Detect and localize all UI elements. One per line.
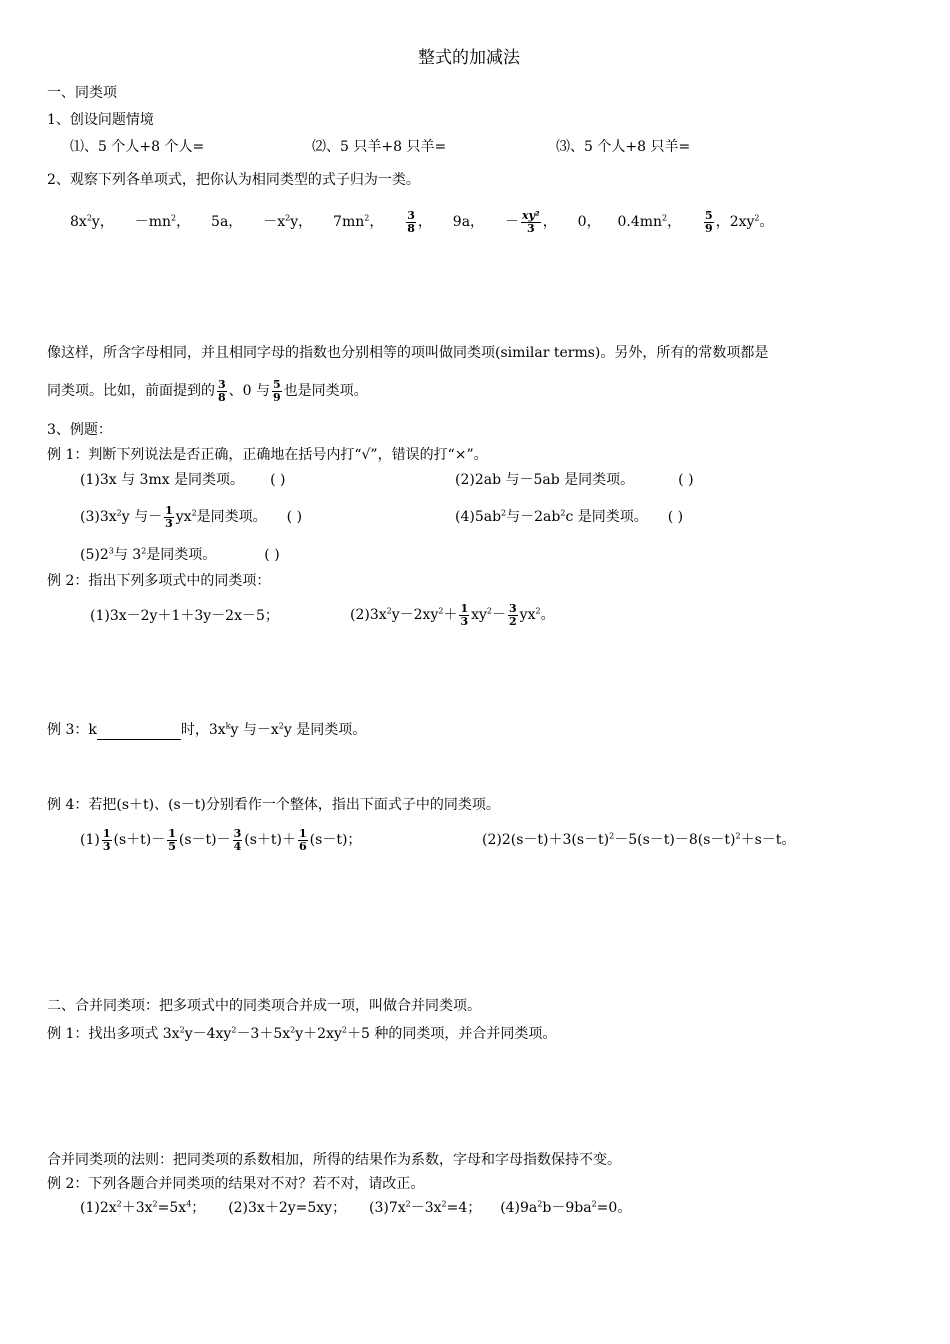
answer-paren[interactable]: ( ) xyxy=(270,472,286,488)
fraction-1-3: $\frac{1}{3}$ xyxy=(460,601,469,628)
example-1-item-2: (2)2ab 与－5ab 是同类项。 ( ) xyxy=(455,472,694,488)
example-2-poly-2: $(2)3x^2y-2xy^2+$ $\frac{1}{3}$ $xy^2-$ $\frac{3}{2}$ $yx^2$。 xyxy=(350,601,555,628)
example-4-expr-1: (1) $\frac{1}{3}$ (s＋t)－ $\frac{1}{5}$ (s－t)－ $\frac{3}{4}$ (s＋t)＋ $\frac{1}{6}$ (s－t)； xyxy=(80,826,362,853)
fraction-3-8: $\frac{3}{8}$ xyxy=(218,377,226,404)
monomial-list: $8x^2y$， $-mn^2$， 5a， $-x^2y$， $7mn^2$， $\frac{3}{8}$ ， 9a， － $\frac{\text{xy²}}{3}$ ， 0， $0.4mn^2$， $\frac{5}{9}$ ，$2xy^2$。 xyxy=(70,208,774,235)
combining-rule: 合并同类项的法则：把同类项的系数相加，所得的结果作为系数，字母和字母指数保持不变。 xyxy=(47,1152,621,1168)
answer-paren[interactable]: ( ) xyxy=(264,547,280,563)
example-2-title: 例 2：指出下列多项式中的同类项： xyxy=(47,573,271,589)
section-2-example-2-items: $(1)2x^2+3x^2=5x^4$； (2)3x＋2y=5xy； $(3)7x^2-3x^2=4$； $(4)9a^2b-9ba^2=0$。 xyxy=(80,1199,632,1216)
page-title: 整式的加减法 xyxy=(418,48,520,68)
example-1-item-4: $(4)5ab^2$与$-2ab^2c$ 是同类项。 ( ) xyxy=(455,508,684,525)
example-1-item-1: (1)3x 与 3mx 是同类项。 ( ) xyxy=(80,472,286,488)
q3-title: 3、例题： xyxy=(47,422,112,438)
section-heading-combining: 二、合并同类项：把多项式中的同类项合并成一项，叫做合并同类项。 xyxy=(47,998,481,1014)
fraction-xy2-3: $\frac{\text{xy²}}{3}$ xyxy=(521,208,540,235)
example-4-title: 例 4：若把(s＋t)、(s－t)分别看作一个整体，指出下面式子中的同类项。 xyxy=(47,797,500,813)
example-1-item-3: $(3)3x^2y$ 与－ $\frac{1}{3}$ $yx^2$是同类项。 ( ) xyxy=(80,503,303,530)
fraction-1-3: $\frac{1}{3}$ xyxy=(165,503,173,530)
fraction-1-6: $\frac{1}{6}$ xyxy=(299,826,307,853)
fraction-3-2: $\frac{3}{2}$ xyxy=(509,601,517,628)
fraction-5-9: $\frac{5}{9}$ xyxy=(705,208,713,235)
section-heading-similar-terms: 一、同类项 xyxy=(47,85,117,101)
q1-item-a: ⑴、5 个人+8 个人= xyxy=(70,139,205,155)
definition-line-1: 像这样，所含字母相同，并且相同字母的指数也分别相等的项叫做同类项(similar terms)。另外，所有的常数项都是 xyxy=(47,345,769,361)
example-2-poly-1: (1)3x－2y＋1＋3y－2x－5； xyxy=(90,608,279,624)
section-2-example-2-title: 例 2：下列各题合并同类项的结果对不对？若不对，请改正。 xyxy=(47,1176,425,1192)
example-1-item-5: $(5)2^3$与 $3^2$是同类项。 ( ) xyxy=(80,546,280,563)
fraction-3-4: $\frac{3}{4}$ xyxy=(233,826,242,853)
answer-paren[interactable]: ( ) xyxy=(667,509,684,525)
example-1-title: 例 1：判断下列说法是否正确，正确地在括号内打“√”，错误的打“×”。 xyxy=(47,447,488,463)
q2-title: 2、观察下列各单项式，把你认为相同类型的式子归为一类。 xyxy=(47,172,420,188)
example-3: 例 3：k 时，$3x^ky$ 与$-x^2y$ 是同类项。 xyxy=(47,721,367,738)
fraction-1-5: $\frac{1}{5}$ xyxy=(168,826,176,853)
fraction-1-3: $\frac{1}{3}$ xyxy=(102,826,111,853)
example-4-expr-2: $(2)2(s-t)+3(s-t)^2-5(s-t)-8(s-t)^2+s-t$。 xyxy=(482,831,796,848)
answer-paren[interactable]: ( ) xyxy=(286,509,303,525)
section-2-example-1: 例 1：找出多项式 $3x^2y-4xy^2-3+5x^2y+2xy^2+5$ 种的同类项，并合并同类项。 xyxy=(47,1025,557,1042)
q1-title: 1、创设问题情境 xyxy=(47,112,154,128)
q1-item-b: ⑵、5 只羊+8 只羊= xyxy=(312,139,447,155)
definition-line-2: 同类项。比如，前面提到的 $\frac{3}{8}$ 、0 与 $\frac{5}{9}$ 也是同类项。 xyxy=(47,377,368,404)
fraction-5-9: $\frac{5}{9}$ xyxy=(273,377,281,404)
q1-item-c: ⑶、5 个人+8 只羊= xyxy=(556,139,691,155)
answer-blank[interactable] xyxy=(97,725,181,740)
answer-paren[interactable]: ( ) xyxy=(678,472,694,488)
fraction-3-8: $\frac{3}{8}$ xyxy=(407,208,415,235)
